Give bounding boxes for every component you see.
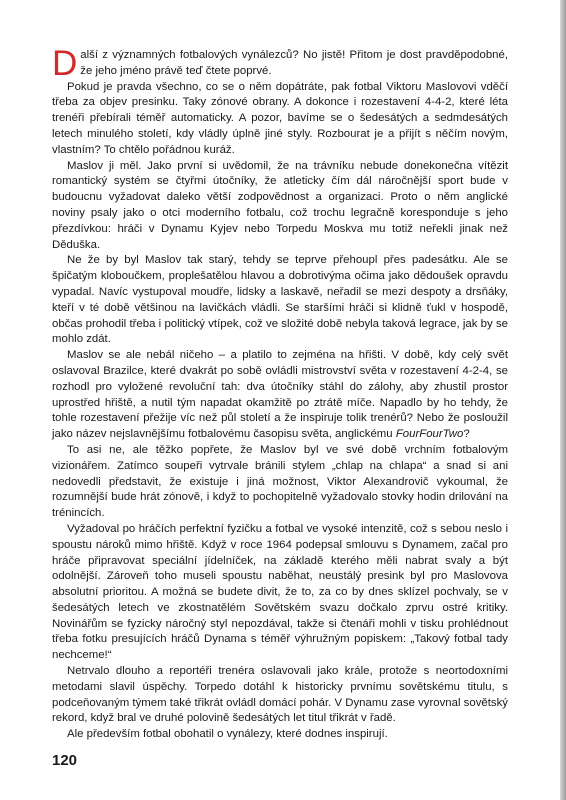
paragraph-9: Ale především fotbal obohatil o vynálezy, které dodnes inspirují. bbox=[67, 728, 388, 741]
page-edge-shadow bbox=[560, 0, 566, 800]
paragraph-1-text: alší z významných fotbalových vynálezců? No jistě! Přitom je dost pravděpodobné, že jeho jméno právě teď čtete poprvé. bbox=[80, 49, 508, 77]
paragraph-1 bbox=[52, 44, 508, 83]
paragraph-8: Netrvalo dlouho a reportéři trenéra oslavovali jako krále, protože s neortodoxními metodami slavil úspěchy. Torpedo dotáhl k historicky prvnímu sovětskému titulu, s podceňovaným týmem také třikrát ovládl domácí pohár. V Dynamu zase vyrovnal sovětský rekord, když bral ve druhé polovině šedesátých let titul třikrát v řadě. bbox=[52, 665, 508, 725]
paragraph-4: Ne že by byl Maslov tak starý, tehdy se teprve přehoupl přes padesátku. Ale se špičatým kloboučkem, proplešatělou hlavou a dobrotivýma očima jako dědoušek opravdu vypadal. Navíc vystupoval moudře, lidsky a laskavě, neřadil se mezi despoty a drsňáky, kteří v té době většinou na lavičkách vládli. Se staršími hráči si klidně ťukl v hospodě, občas prohodil třeba i politický vtípek, což ve složité době nebyla taková legrace, jak by se mohlo zdát. bbox=[52, 254, 508, 346]
paragraph-2: Pokud je pravda všechno, co se o něm dopátráte, pak fotbal Viktoru Maslovovi vděčí třeba za objev presinku. Taky zónové obrany. A dokonce i rozestavení 4-4-2, které léta trenéři přebírali téměř automaticky. A pozor, bavíme se o šedesátých a sedmdesátých letech minulého století, kdy vládly úplně jiné styly. Rozbourat je a přijít s něčím novým, vlastním? To chtělo pořádnou kuráž. bbox=[52, 80, 508, 156]
paragraph-3: Maslov ji měl. Jako první si uvědomil, že na trávníku nebude donekonečna vítězit romantický systém se čtyřmi útočníky, že atleticky čím dál náročnější sport bude v budoucnu vyžadovat daleko větší zodpovědnost a organizaci. Proto o něm anglické noviny psaly jako o otci moderního fotbalu, což trochu legračně koresponduje s jeho přezdívkou: hráči v Dynamu Kyjev nebo Torpedu Moskva mu totiž neřekli jinak než Děduška. bbox=[52, 159, 508, 251]
paragraph-7: Vyžadoval po hráčích perfektní fyzičku a fotbal ve vysoké intenzitě, což s sebou neslo i spoustu nároků mimo hřiště. Když v roce 1964 podepsal smlouvu s Dynamem, začal pro hráče připravovat speciální jídelníček, na základě kterého měli nabrat svaly a být odolnější. Zároveň toho museli spoustu naběhat, neustálý presink byl pro Maslovova absolutní prioritou. A možná se budete divit, že to, za co by dnes sklízel pochvaly, se v šedesátých letech ve zkostnatělém Sovětském svazu dočkalo zprvu ostré kritiky. Novinářům se fyzicky náročný styl nepozdával, takže si čtenáři mohli v tisku prohlédnout třeba fotku presujících hráčů Dynama s téměř výhružným popiskem: „Takový fotbal tady nechceme!“ bbox=[52, 522, 508, 662]
paragraph-5 bbox=[52, 348, 508, 443]
page-number: 120 bbox=[52, 752, 78, 769]
drop-cap: D bbox=[52, 44, 78, 83]
paragraph-6: To asi ne, ale těžko popřete, že Maslov byl ve své době vrchním fotbalovým vizionářem. Zatímco soupeři vytrvale bránili stylem „chlap na chlapa“ a snad si ani nedovedli představit, že existuje i jiná možnost, Viktor Alexandrovič vykoumal, že rozumnější bude hrát zónově, i když to pochopitelně vyžadovalo stovky hodin drilování na trénincích. bbox=[52, 443, 508, 520]
paragraph-5-end: ? bbox=[463, 428, 470, 441]
paragraph-5-text: Maslov se ale nebál ničeho – a platilo to zejména na hřišti. V době, kdy celý svět oslavoval Brazilce, které dvakrát po sobě ovládli mistrovství světa v rozestavení 4-2-4, se rozhodl pro vyložené revoluční tah: dva útočníky stáhl do zálohy, aby zhustil prostor uprostřed hřiště, a nutil tým napadat okamžitě po ztrátě míče. Napadlo by ho tehdy, že tohle rozestavení přežije víc než půl století a že inspiruje tolik trenérů? Nebo že posloužil jako název nejslavnějšímu fotbalovému časopisu světa, anglickému bbox=[52, 349, 508, 441]
article-body bbox=[52, 44, 508, 743]
magazine-title: FourFourTwo bbox=[395, 428, 464, 441]
